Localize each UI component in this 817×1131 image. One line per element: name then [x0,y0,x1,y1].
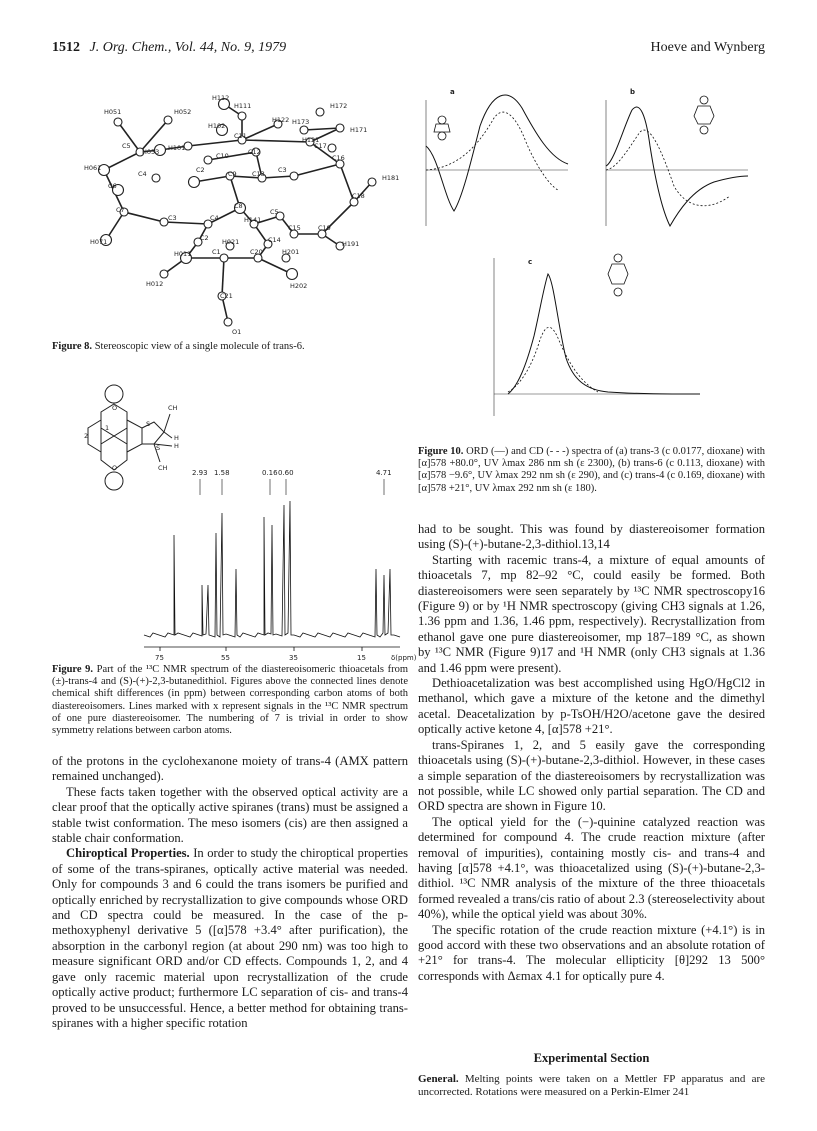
atom-ball [336,124,344,132]
right-paragraph-4: trans-Spiranes 1, 2, and 5 easily gave the corresponding thioacetals using (S)-(+)-butane-2,3-dithiol. However, in these cases a simple separation of the diastereoisomers by recrystallization was not possible, while LC showed only partial separation. The CD and ORD spectra are shown in Figure 10. [418,737,765,814]
atom-label: C3 [168,214,177,222]
figure-10-panel-a [426,88,568,226]
atom-ball [189,177,200,188]
atom-label: C15 [288,224,301,232]
atom-ball [316,108,324,116]
nmr-trace [144,501,400,637]
right-paragraph-5: The optical yield for the (−)-quinine catalyzed reaction was determined for compound 4. The crude reaction mixture (after removal of impurities), containing mostly cis- and trans-4 and having [α]578 +4.1°, was thioacetalized using (S)-(+)-butane-2,3-dithiol. ¹³C NMR analysis of the mixture of the three thioacetals formed revealed a trans/cis ratio of about 2.3 (stereoselectivity about 40%), while the optical yield was about 30%. [418,814,765,922]
atom-label: C7 [116,206,125,214]
svg-text:S: S [156,444,161,452]
atom-label: C2 [196,166,205,174]
atom-label: H121 [302,136,320,144]
atom-label: H052 [174,108,192,116]
svg-text:CH: CH [158,464,168,472]
atom-label: H181 [382,174,400,182]
figure-8-structure [82,86,412,341]
atom-label: C6 [108,182,117,190]
atom-ball [114,118,122,126]
shift-difference-label: 1.58 [214,469,230,477]
svg-text:2: 2 [84,432,89,440]
atom-ball [204,156,212,164]
atom-label: H021 [222,238,240,246]
atom-ball [164,116,172,124]
atom-label: C8 [234,202,243,210]
figure-9-caption [52,664,408,737]
atom-label: C4 [210,214,219,222]
atom-label: H191 [342,240,360,248]
shift-difference-label: 2.93 [192,469,208,477]
atom-ball [160,218,168,226]
atom-label: C14 [268,236,281,244]
left-paragraph-2: These facts taken together with the observed optical activity are a clear proof that the optically active spiranes (trans) must be assigned a stable twist conformation. The meso isomers (cis) are then assigned a stable chair conformation. [52,784,408,846]
left-paragraph-1: of the protons in the cyclohexanone moiety of trans-4 (AMX pattern remained unchanged). [52,754,408,784]
atom-label: C16 [332,154,345,162]
figure-10-caption-text: ORD (—) and CD (- - -) spectra of (a) trans-3 (c 0.0177, dioxane) with [α]578 +80.0°, UV λmax 286 nm sh (ε 2300), (b) trans-6 (c 0.113, dioxane) with [α]578 −9.6°, UV λmax 292 nm sh (ε 290), and (c) trans-4 (c 0.169, dioxane) with [α]578 +21°, UV λmax 292 nm sh (ε 180). [418,446,765,494]
atom-ball [300,126,308,134]
atom-label: O1 [232,328,242,336]
svg-text:O: O [112,464,118,472]
atom-ball [238,112,246,120]
figure-9-nmr-spectrum [138,465,417,663]
atom-label: C13 [252,170,265,178]
figure-9-label: Figure 9. [52,664,94,675]
right-paragraph-3: Dethioacetalization was best accomplished using HgO/HgCl2 in methanol, which gave a mixture of the ketone and the dimethyl acetal. Deacetalization by p-TsOH/H2O/acetone gave the desired optically active ketone 4, [α]578 +21°. [418,676,765,737]
atom-label: C18 [352,192,365,200]
atom-label: H202 [290,282,308,290]
atom-ball [290,172,298,180]
figure-10-panel-c [494,254,700,416]
svg-text:CH: CH [168,404,178,412]
atom-label: H011 [174,250,192,258]
running-authors: Hoeve and Wynberg [650,40,765,55]
svg-text:1: 1 [105,424,110,432]
axis-tick-label: 15 [357,654,366,662]
axis-tick-label: 75 [155,654,164,662]
chiroptical-heading: Chiroptical Properties. [66,846,190,861]
atom-label: C20 [250,248,263,256]
shift-difference-label: 4.71 [376,469,392,477]
atom-label: H102 [208,122,226,130]
atom-ball [328,144,336,152]
atom-label: H012 [146,280,164,288]
panel-c-label: c [528,258,533,266]
atom-label: C1 [212,248,221,256]
panel-a-label: a [450,88,455,96]
atom-label: C5 [270,208,279,216]
atom-label: C17 [314,142,327,150]
atom-ball [224,318,232,326]
svg-text:H: H [174,442,179,450]
atom-label: H101 [168,144,186,152]
atom-label: C21 [220,292,233,300]
atom-label: C19 [318,224,331,232]
left-column-text [52,754,408,1031]
svg-text:S: S [146,420,151,428]
figure-8-caption [52,341,407,353]
atom-label: H111 [234,102,252,110]
atom-label: C5 [122,142,131,150]
general-heading: General. [418,1073,459,1085]
left-paragraph-3 [52,846,408,1031]
figure-10-spectra [418,86,768,426]
atom-label: C2 [200,234,209,242]
atom-label: H141 [244,216,262,224]
atom-label: C11 [234,132,247,140]
atom-label: C12 [248,148,261,156]
svg-text:O: O [112,404,118,412]
figure-8-caption-text: Stereoscopic view of a single molecule of trans-6. [94,341,305,352]
atom-label: H061 [84,164,102,172]
axis-tick-label: 55 [221,654,230,662]
shift-difference-label: 0.16 [262,469,278,477]
axis-tick-label: 35 [289,654,298,662]
atom-ball [220,254,228,262]
figure-9-caption-text: Part of the ¹³C NMR spectrum of the diastereoisomeric thioacetals from (±)-trans-4 and (S)-(+)-2,3-butanedithiol. Figures above the connected lines denote chemical shift differences (in ppm) between corresponding carbon atoms of both diastereoisomers. Lines marked with x represent signals in the ¹³C NMR spectrum of one pure diastereoisomer. The numbering of 7 is trivial in order to show symmetry relations between carbon atoms. [52,664,408,737]
figure-10-label: Figure 10. [418,446,464,457]
atom-label: H171 [350,126,368,134]
atom-label: H051 [104,108,122,116]
atom-label: H173 [292,118,310,126]
atom-ball [287,269,298,280]
atom-label: H172 [330,102,348,110]
right-paragraph-1: had to be sought. This was found by diastereoisomer formation using (S)-(+)-butane-2,3-dithiol.13,14 [418,522,765,552]
atom-ball [160,270,168,278]
atom-ball [152,174,160,182]
atom-label: H112 [212,94,230,102]
atom-label: H201 [282,248,300,256]
atom-label: H071 [90,238,108,246]
atom-label: C4 [138,170,147,178]
atom-label: C9 [228,170,237,178]
atom-ball [368,178,376,186]
atom-label: H053 [142,148,160,156]
experimental-general-text [418,1073,765,1098]
figure-8-label: Figure 8. [52,341,93,352]
right-paragraph-2: Starting with racemic trans-4, a mixture of equal amounts of thioacetals 7, mp 82–92 °C, could easily be formed. Both diastereoisomers were seen separately by ¹³C NMR spectroscopy16 (Figure 9) or by ¹H NMR spectroscopy (giving CH3 signals at 1.26, 1.36 ppm and 1.36, 1.46 ppm, respectively). Recrystallization from ethanol gave one pure diastereoisomer, mp 187–189 °C, as shown by ¹³C NMR (Figure 9)17 and ¹H NMR (only CH3 signals at 1.36 and 1.46 ppm were present). [418,552,765,675]
figure-10-panel-b [606,88,748,226]
svg-text:H: H [174,434,179,442]
running-header [52,40,286,56]
journal-citation: J. Org. Chem., Vol. 44, No. 9, 1979 [89,40,287,55]
experimental-section-heading: Experimental Section [533,1051,650,1065]
atom-label: H122 [272,116,290,124]
axis-tick-label: δ(ppm) [391,654,417,662]
shift-difference-label: 0.60 [278,469,294,477]
right-paragraph-6: The specific rotation of the crude reaction mixture (+4.1°) is in good accord with these two observations and an absolute rotation of +21° for trans-4. The molecular ellipticity [θ]292 13 500° corresponds with Δεmax 4.1 for optically pure 4. [418,922,765,983]
panel-b-label: b [630,88,636,96]
chiroptical-text: In order to study the chiroptical properties of some of the trans-spiranes, optically active material was needed. Only for compounds 3 and 6 could the trans isomers be purified and optically enriched by recrystallization to give compounds whose ORD and CD spectra could be measured. In the case of the p-methoxyphenyl derivative 5 ([α]578 +3.4° after purification), the absorption in the carbonyl region (at about 290 nm) was too high to measure significant ORD and/or CD effects. Compounds 1, 2, and 4 gave only racemic material upon recrystallization of the crude optically active product; furthermore LC separation of cis- and trans-4 proved to be unsuccessful. Hence, a better method for obtaining trans-spiranes with a higher specific rotation [52,846,408,1030]
right-column-text [418,522,765,984]
figure-10-caption [418,446,765,495]
atom-label: C10 [216,152,229,160]
atom-label: C3 [278,166,287,174]
general-text: Melting points were taken on a Mettler FP apparatus and are uncorrected. Rotations were measured on a Perkin-Elmer 241 [418,1073,765,1098]
page-number: 1512 [52,40,80,55]
